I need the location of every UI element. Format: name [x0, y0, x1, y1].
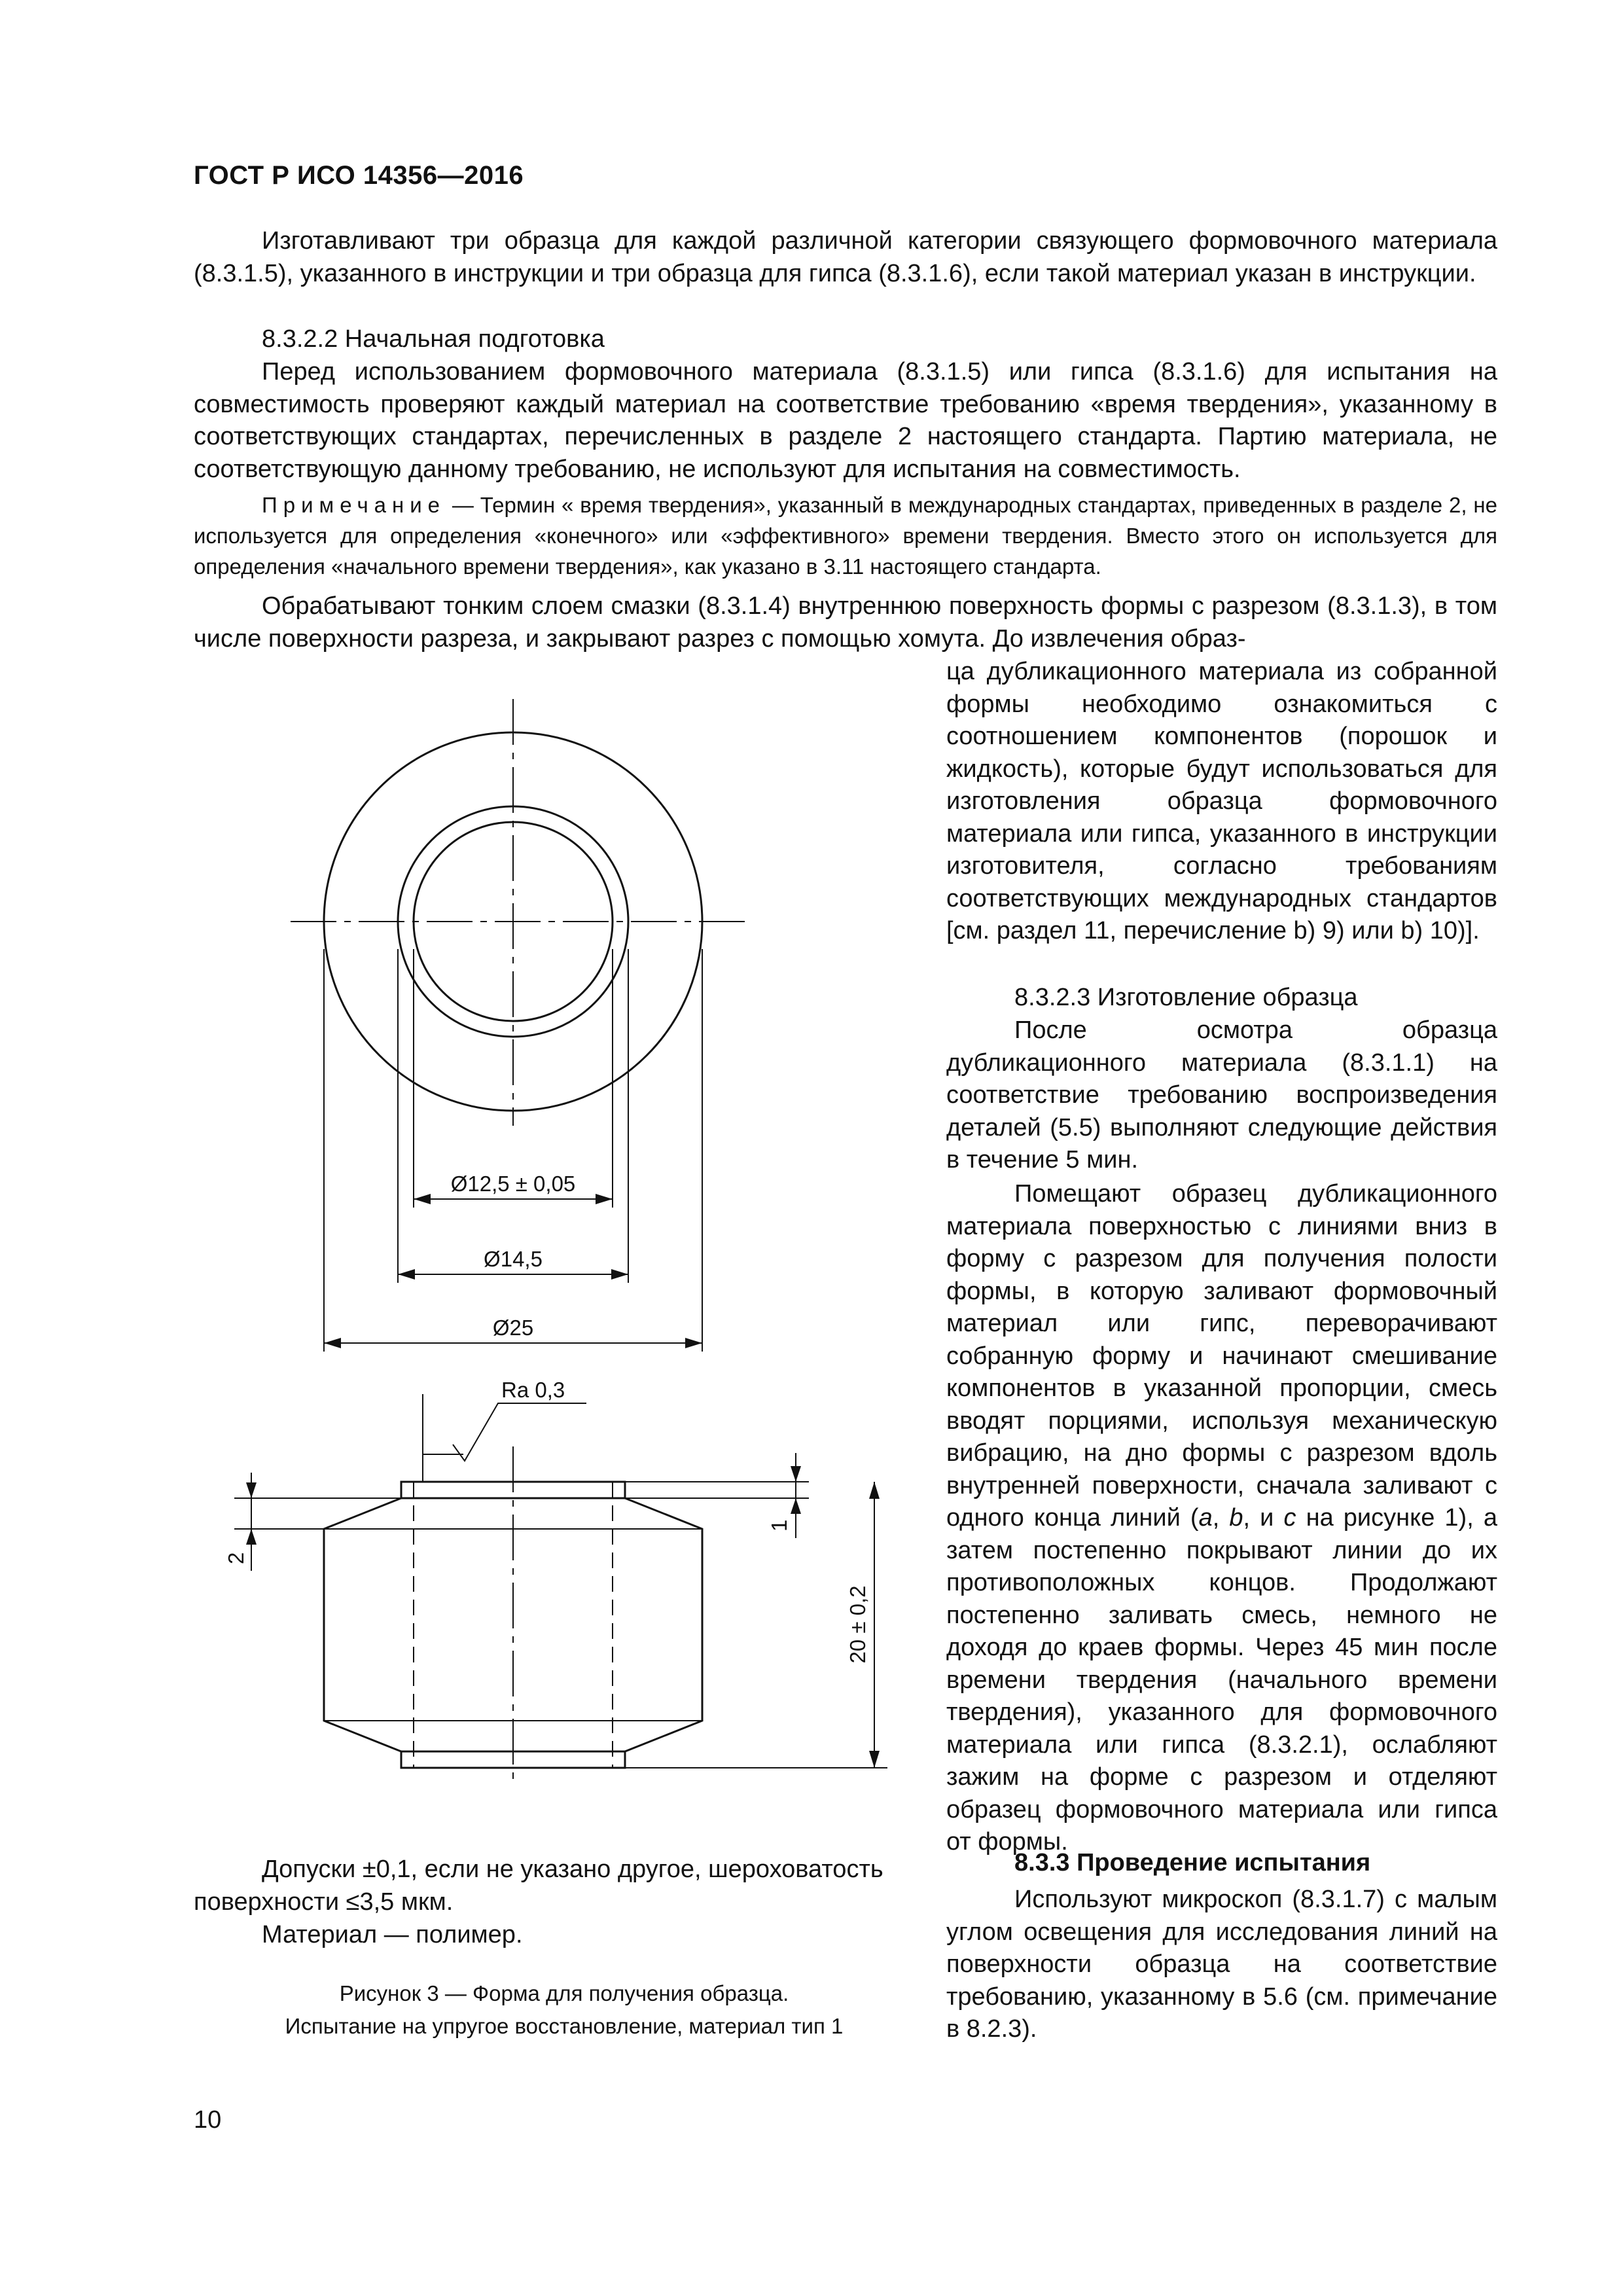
- note-text: — Термин « время твердения», указанный в международных стандартах, приведенных в разделе 2, не используется для определения «конечного» или «эффективного» времени твердения. Вместо этого он используется для определения «начального времени твердения», как указано в 3.11 настоящего стандарта.: [194, 493, 1497, 579]
- paragraph-microscope: Используют микроскоп (8.3.1.7) с малым углом освещения для исследования линий на поверхности образца на соответствие требованию, указанному в 5.6 (см. примечание в 8.2.3).: [946, 1886, 1497, 2043]
- paragraph-lubricate-mould-continued: ца дубликационного материала из собранной формы необходимо ознакомиться с соотношением компонентов (порошок и жидкость), которые будут использоваться для изготовления образца формовочного материала или гипса, указанного в инструкции изготовителя, согласно требованиям соответствующих международных стандартов [см. раздел 11, перечисление b) 9) или b) 10)].: [946, 658, 1497, 944]
- figure-caption-line-2: Испытание на упругое восстановление, материал тип 1: [285, 2014, 844, 2038]
- dim-outer-diameter: Ø25: [492, 1316, 534, 1340]
- subsection-8-3-2-2-title: 8.3.2.2 Начальная подготовка: [262, 325, 605, 353]
- figure-material-note: Материал — полимер.: [262, 1921, 523, 1948]
- figure-side-view: [234, 1394, 887, 1780]
- dim-height: 20 ± 0,2: [846, 1585, 870, 1664]
- page-number: 10: [194, 2106, 222, 2134]
- subsection-8-3-2-3-title: 8.3.2.3 Изготовление образца: [1014, 984, 1358, 1011]
- note-block: [194, 490, 1497, 582]
- document-header: ГОСТ Р ИСО 14356—2016: [194, 161, 524, 190]
- dim-chamfer: 2: [224, 1552, 248, 1564]
- paragraph-place-specimen: Помещают образец дубликационного материала поверхностью с линиями вниз в форму с разрезом для получения полости формы, в которую заливают формовочный материал или гипс, переворачивают собранную форму и начинают смешивание компонентов в указанной пропорции, смесь вводят порциями, используя механическую вибрацию, на дно формы с разрезом вдоль внутренней поверхности, сначала заливают с одного конца линий (a, b, и c на рисунке 1), а затем постепенно покрывают линии до их противоположных концов. Продолжают постепенно заливать смесь, немного не доходя до краев формы. Через 45 мин после времени твердения (начального времени твердения), указанного для формовочного материала или гипса (8.3.2.1), ослабляют зажим на форме с разрезом и отделяют образец формовочного материала или гипса от формы.: [946, 1180, 1497, 1856]
- dim-inner-diameter: Ø12,5 ± 0,05: [450, 1172, 576, 1196]
- paragraph-setting-time: Перед использованием формовочного материала (8.3.1.5) или гипса (8.3.1.6) для испытания на совместимость проверяют каждый материал на соответствие требованию «время твердения», указанному в соответствующих стандартах, перечисленных в разделе 2 настоящего стандарта. Партию материала, не соответствующую данному требованию, не используют для испытания на совместимость.: [194, 358, 1497, 483]
- figure-tolerance-note: Допуски ±0,1, если не указано другое, шероховатость поверхности ≤3,5 мкм.: [194, 1856, 883, 1916]
- subsection-8-3-3-title: 8.3.3 Проведение испытания: [1014, 1849, 1371, 1876]
- paragraph-after-inspection: После осмотра образца дубликационного материала (8.3.1.1) на соответствие требованию воспроизведения деталей (5.5) выполняют следующие действия в течение 5 мин.: [946, 1016, 1497, 1174]
- paragraph-specimens: Изготавливают три образца для каждой различной категории связующего формовочного материала (8.3.1.5), указанного в инструкции и три образца для гипса (8.3.1.6), если такой материал указан в инструкции.: [194, 227, 1497, 287]
- dim-middle-diameter: Ø14,5: [484, 1247, 543, 1271]
- roughness-label: Ra 0,3: [501, 1378, 565, 1402]
- dim-flange: 1: [767, 1519, 791, 1532]
- paragraph-lubricate-mould: Обрабатывают тонким слоем смазки (8.3.1.4) внутреннюю поверхность формы с разрезом (8.3.1.3), в том числе поверхности разреза, и закрывают разрез с помощью хомута. До извлечения образ-: [194, 592, 1497, 653]
- note-label: Примечание: [262, 493, 446, 517]
- figure-caption-line-1: Рисунок 3 — Форма для получения образца.: [339, 1981, 789, 2005]
- figure-3-drawing: [194, 668, 946, 1780]
